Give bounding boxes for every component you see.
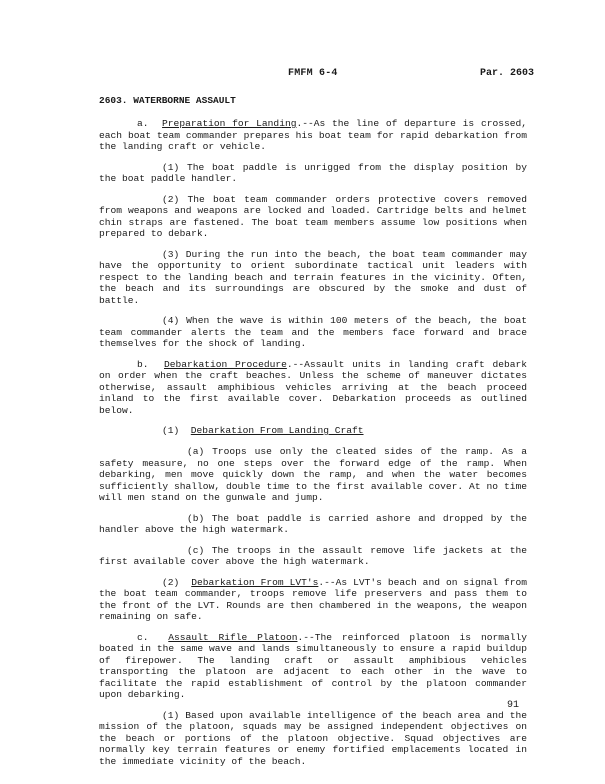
paragraph-b1b: (b) The boat paddle is carried ashore and dropped by the handler above the high watermark. [99,512,527,535]
paragraph-b [99,359,527,417]
paragraph-c [99,632,527,701]
paragraph-a-label: a. [137,118,149,129]
paragraph-c-title: Assault Rifle Platoon [168,631,298,643]
paragraph-b1-label: (1) [162,425,180,436]
paragraph-a3: (3) During the run into the beach, the boat team commander may have the opportunity to orient subordinate tactical unit leaders with respect to the landing beach and terrain features in the vicinity. Often, the beach and its surroundings are obscured by the smoke and dust of battle. [99,248,527,306]
paragraph-a [99,118,527,153]
paragraph-b2-text: .--As LVT's beach and on signal from the boat team commander, troops remove life preservers and pass them to the front of the LVT. Rounds are then chambered in the weapons, the weapon remaining on safe. [99,576,527,622]
paragraph-a-text: .--As the line of departure is crossed, each boat team commander prepares his boat team for rapid debarkation from the landing craft or vehicle. [99,118,528,152]
paragraph-c-label: c. [137,631,149,643]
section-title: 2603. WATERBORNE ASSAULT [99,95,236,106]
manual-id: FMFM 6-4 [288,68,338,79]
paragraph-b-text: .--Assault units in landing craft debark on order when the craft beaches. Unless the scheme of maneuver dictates otherwise, assault amphibious vehicles arriving at the beach proceed inland to the first available cover. Debarkation proceeds as outlined below. [99,358,528,416]
paragraph-b1-title: Debarkation From Landing Craft [190,425,364,436]
paragraph-b1c: (c) The troops in the assault remove life jackets at the first available cover above the high watermark. [99,544,527,567]
paragraph-b-title: Debarkation Procedure [163,358,287,370]
paragraph-b1-heading [162,425,527,437]
paragraph-c-text: .--The reinforced platoon is normally boated in the same wave and lands simultaneously to ensure a rapid buildup of firepower. The landing craft or assault amphibious vehicles transporting the platoon are adjacent to each other in the wave to facilitate the rapid establishment of control by the platoon commander upon debarking. [99,631,528,700]
page-number: 91 [507,700,520,711]
paragraph-b2-label: (2) [162,576,180,588]
paragraph-a1: (1) The boat paddle is unrigged from the display position by the boat paddle handler. [99,161,527,184]
page-body [99,95,527,776]
paragraph-b1a: (a) Troops use only the cleated sides of the ramp. As a safety measure, no one steps over the forward edge of the ramp. When debarking, men move quickly down the ramp, and when the water becomes sufficiently shallow, double time to the first available cover. At no time will men stand on the gunwale and jump. [99,446,527,503]
paragraph-a4: (4) When the wave is within 100 meters of the beach, the boat team commander alerts the team and the members face forward and brace themselves for the shock of landing. [99,315,527,349]
paragraph-a2: (2) The boat team commander orders protective covers removed from weapons and weapons are locked and loaded. Cartridge belts and helmet chin straps are fastened. The boat team members assume low positions when prepared to debark. [99,193,527,239]
paragraph-b2 [99,577,527,623]
paragraph-id: Par. 2603 [480,68,535,79]
paragraph-b2-title: Debarkation From LVT's [191,576,319,588]
paragraph-b-label: b. [137,358,149,370]
paragraph-a-title: Preparation for Landing [162,118,297,129]
paragraph-c1: (1) Based upon available intelligence of the beach area and the mission of the platoon, squads may be assigned independent objectives on the beach or portions of the platoon objective. Squad objectives are normally key terrain features or enemy fortified emplacements located in the immediate vicinity of the beach. [99,709,527,767]
